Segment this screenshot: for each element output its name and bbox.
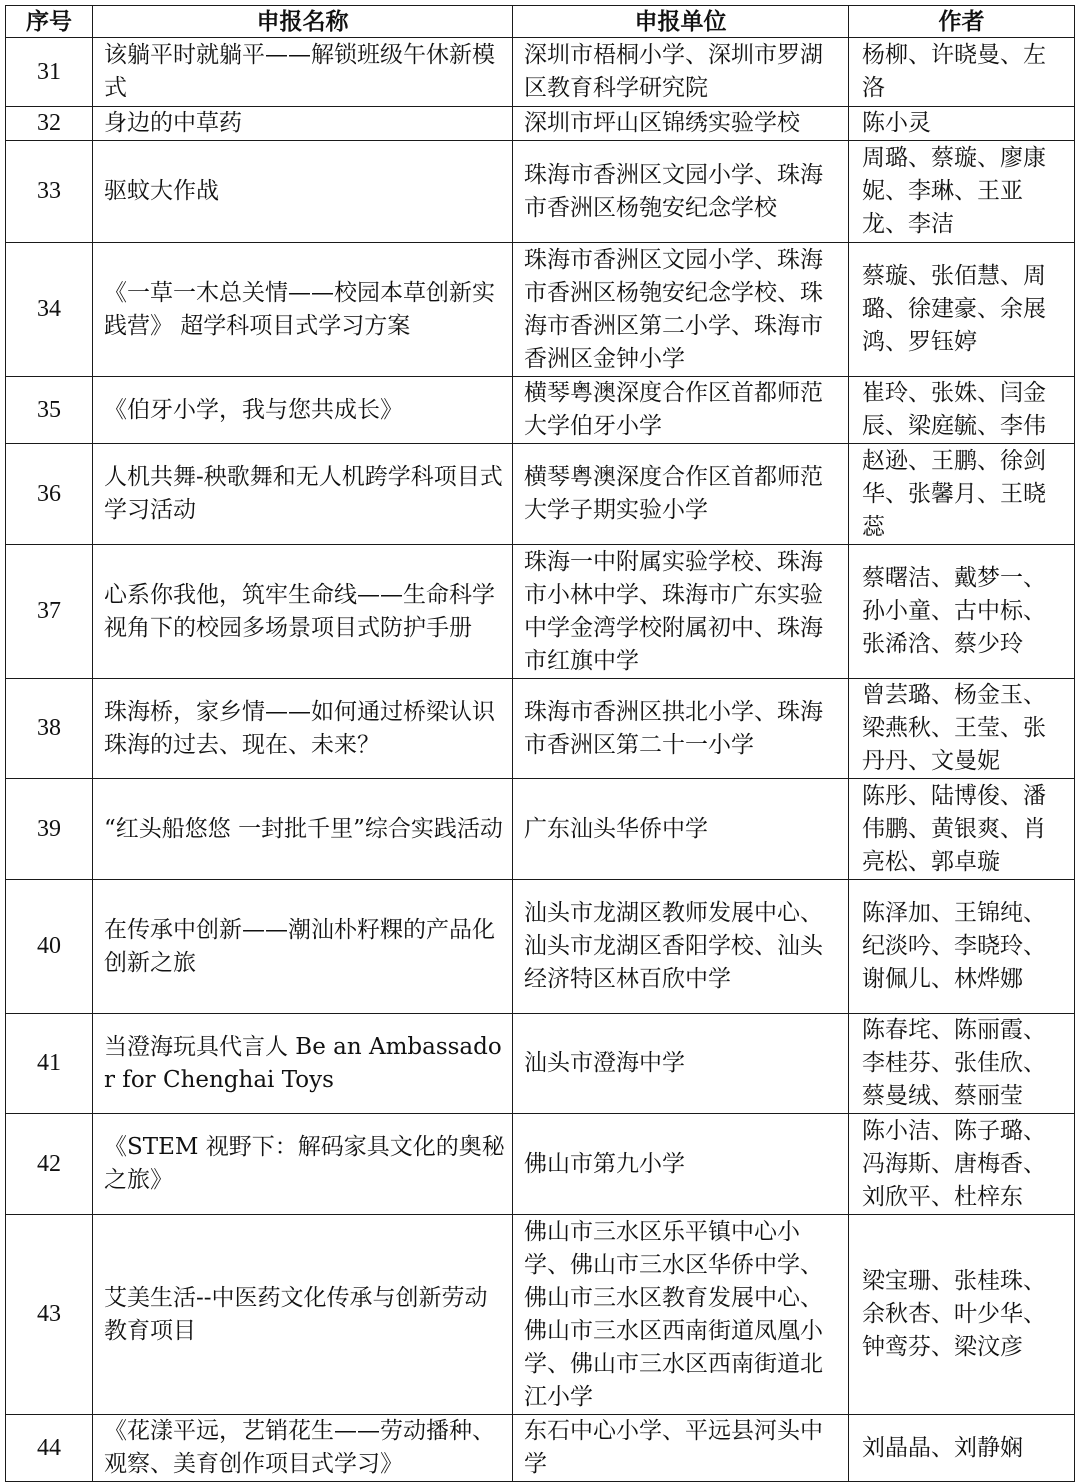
cell-number: 31 <box>6 38 93 107</box>
cell-number: 43 <box>6 1215 93 1415</box>
project-list-table <box>5 5 1075 1482</box>
table-row <box>6 141 1075 243</box>
cell-organization: 深圳市坪山区锦绣实验学校 <box>513 107 849 141</box>
table-row <box>6 107 1075 141</box>
cell-project-name: 《花漾平远，艺销花生——劳动播种、观察、美育创作项目式学习》 <box>93 1415 513 1482</box>
cell-authors: 陈小洁、陈子璐、冯海斯、唐梅香、刘欣平、杜梓东 <box>849 1114 1075 1215</box>
cell-number: 34 <box>6 243 93 377</box>
cell-authors: 陈彤、陆博俊、潘伟鹏、黄银爽、肖亮松、郭卓璇 <box>849 779 1075 880</box>
cell-authors: 刘晶晶、刘静娴 <box>849 1415 1075 1482</box>
cell-organization: 横琴粤澳深度合作区首都师范大学伯牙小学 <box>513 377 849 444</box>
cell-project-name: 心系你我他，筑牢生命线——生命科学视角下的校园多场景项目式防护手册 <box>93 545 513 679</box>
cell-organization: 珠海市香洲区文园小学、珠海市香洲区杨匏安纪念学校、珠海市香洲区第二小学、珠海市香洲区金钟小学 <box>513 243 849 377</box>
cell-authors: 蔡曙洁、戴梦一、孙小童、古中标、张浠浛、蔡少玲 <box>849 545 1075 679</box>
cell-authors: 蔡璇、张佰慧、周璐、徐建豪、余展鸿、罗钰婷 <box>849 243 1075 377</box>
document-page <box>5 5 1074 1482</box>
cell-organization: 横琴粤澳深度合作区首都师范大学子期实验小学 <box>513 444 849 545</box>
cell-project-name: “红头船悠悠 一封批千里”综合实践活动 <box>93 779 513 880</box>
cell-organization: 珠海市香洲区文园小学、珠海市香洲区杨匏安纪念学校 <box>513 141 849 243</box>
table-row <box>6 779 1075 880</box>
cell-number: 32 <box>6 107 93 141</box>
table-row <box>6 38 1075 107</box>
cell-project-name: 驱蚊大作战 <box>93 141 513 243</box>
table-row <box>6 243 1075 377</box>
cell-project-name: 《一草一木总关情——校园本草创新实践营》 超学科项目式学习方案 <box>93 243 513 377</box>
cell-organization: 汕头市龙湖区教师发展中心、汕头市龙湖区香阳学校、汕头经济特区林百欣中学 <box>513 880 849 1014</box>
cell-organization: 深圳市梧桐小学、深圳市罗湖区教育科学研究院 <box>513 38 849 107</box>
header-name: 申报名称 <box>93 6 513 38</box>
cell-number: 44 <box>6 1415 93 1482</box>
header-no: 序号 <box>6 6 93 38</box>
table-row <box>6 444 1075 545</box>
header-unit: 申报单位 <box>513 6 849 38</box>
cell-number: 41 <box>6 1014 93 1114</box>
cell-number: 38 <box>6 679 93 779</box>
cell-number: 35 <box>6 377 93 444</box>
cell-organization: 佛山市三水区乐平镇中心小学、佛山市三水区华侨中学、佛山市三水区教育发展中心、佛山市三水区西南街道凤凰小学、佛山市三水区西南街道北江小学 <box>513 1215 849 1415</box>
cell-project-name: 《STEM 视野下：解码家具文化的奥秘之旅》 <box>93 1114 513 1215</box>
cell-authors: 梁宝珊、张桂珠、余秋杏、叶少华、钟鸾芬、梁汶彦 <box>849 1215 1075 1415</box>
table-header-row <box>6 6 1075 38</box>
table-row <box>6 545 1075 679</box>
table-row <box>6 679 1075 779</box>
cell-number: 39 <box>6 779 93 880</box>
cell-authors: 曾芸璐、杨金玉、梁燕秋、王莹、张丹丹、文曼妮 <box>849 679 1075 779</box>
cell-number: 37 <box>6 545 93 679</box>
cell-authors: 陈泽加、王锦纯、纪淡吟、李晓玲、谢佩儿、林烨娜 <box>849 880 1075 1014</box>
table-row <box>6 1415 1075 1482</box>
table-row <box>6 880 1075 1014</box>
cell-organization: 东石中心小学、平远县河头中学 <box>513 1415 849 1482</box>
cell-project-name: 艾美生活--中医药文化传承与创新劳动教育项目 <box>93 1215 513 1415</box>
header-author: 作者 <box>849 6 1075 38</box>
cell-number: 42 <box>6 1114 93 1215</box>
cell-organization: 珠海一中附属实验学校、珠海市小林中学、珠海市广东实验中学金湾学校附属初中、珠海市红旗中学 <box>513 545 849 679</box>
cell-project-name: 当澄海玩具代言人 Be an Ambassador for Chenghai Toys <box>93 1014 513 1114</box>
cell-number: 33 <box>6 141 93 243</box>
cell-authors: 陈春垞、陈丽霞、李桂芬、张佳欣、蔡曼绒、蔡丽莹 <box>849 1014 1075 1114</box>
table-row <box>6 1114 1075 1215</box>
table-row <box>6 377 1075 444</box>
cell-project-name: 该躺平时就躺平——解锁班级午休新模式 <box>93 38 513 107</box>
table-row <box>6 1215 1075 1415</box>
cell-organization: 佛山市第九小学 <box>513 1114 849 1215</box>
cell-project-name: 《伯牙小学，我与您共成长》 <box>93 377 513 444</box>
cell-authors: 周璐、蔡璇、廖康妮、李琳、王亚龙、李洁 <box>849 141 1075 243</box>
cell-organization: 广东汕头华侨中学 <box>513 779 849 880</box>
cell-project-name: 在传承中创新——潮汕朴籽粿的产品化创新之旅 <box>93 880 513 1014</box>
cell-organization: 汕头市澄海中学 <box>513 1014 849 1114</box>
cell-authors: 崔玲、张姝、闫金辰、梁庭毓、李伟 <box>849 377 1075 444</box>
cell-authors: 赵逊、王鹏、徐剑华、张馨月、王晓蕊 <box>849 444 1075 545</box>
cell-number: 40 <box>6 880 93 1014</box>
cell-project-name: 珠海桥，家乡情——如何通过桥梁认识珠海的过去、现在、未来？ <box>93 679 513 779</box>
table-row <box>6 1014 1075 1114</box>
cell-number: 36 <box>6 444 93 545</box>
cell-project-name: 身边的中草药 <box>93 107 513 141</box>
cell-authors: 杨柳、许晓曼、左洛 <box>849 38 1075 107</box>
cell-project-name: 人机共舞-秧歌舞和无人机跨学科项目式学习活动 <box>93 444 513 545</box>
cell-authors: 陈小灵 <box>849 107 1075 141</box>
cell-organization: 珠海市香洲区拱北小学、珠海市香洲区第二十一小学 <box>513 679 849 779</box>
